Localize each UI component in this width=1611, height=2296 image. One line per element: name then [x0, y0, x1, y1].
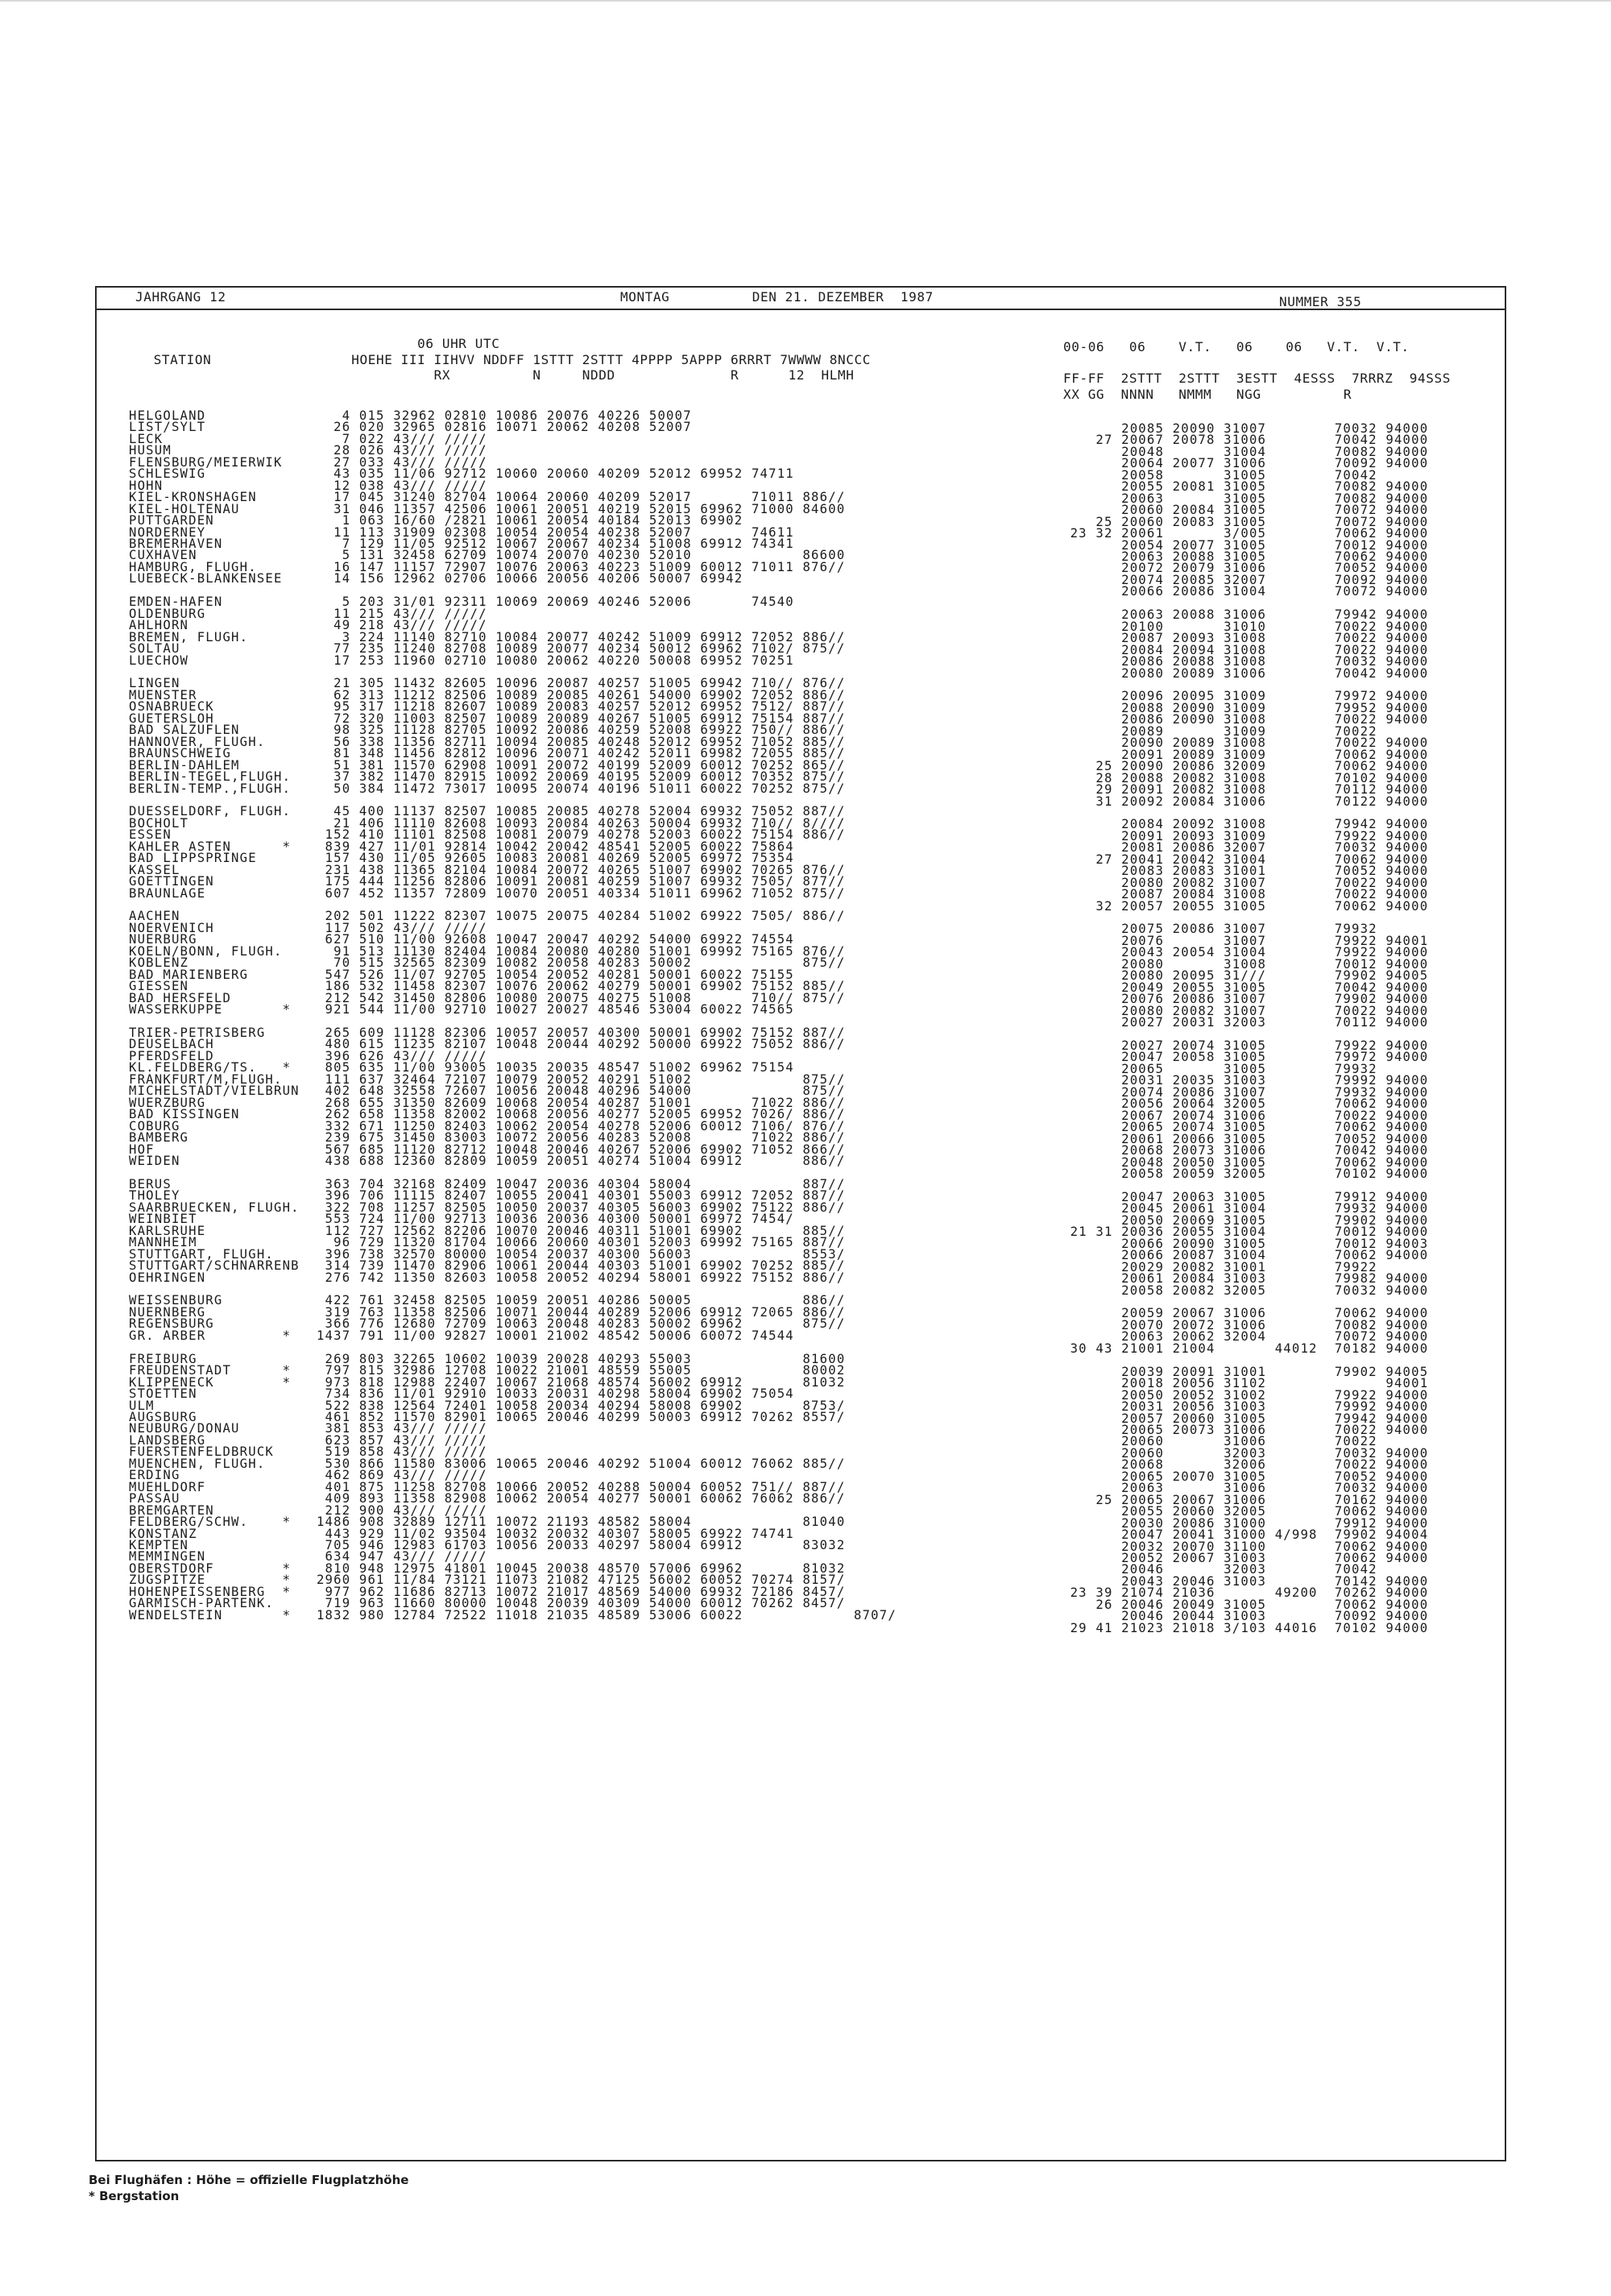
supplementary-observation-table: 20085 20090 31007 70032 94000 27 20067 20078 31006 70042 94000 20048 31004 70082 94000 20064 20077 31006 70092 94000 20058 31005 70042 20055 20081 31005 70082 94000 20063 31005 70082 94000 20060 20084 31005 70072 94000 25 20060 20083 31005 70072 94000 23 32 20061 3/005 70062 94000 20054 20077 31005 70012 94000 20063 20088 31005 70062 94000 20072 20079 31006 70052 94000 20074 20085 32007 70092 94000 20066 20086 31004 70072 94000 20063 20088 31006 79942 94000 20100 31010 70022 94000 20087 20093 31008 70022 94000 20084 20094 31008 70022 94000 20086 20088 31008 70032 94000 20080 20089 31006 70042 94000 20096 20095 31009 79972 94000 20088 20090 31009 79952 94000 20086 20090 31008 70022 94000 20089 31009 70022 20090 20089 31008 70022 94000 20091 20089 31009 70062 94000 25 20090 20086 32009 70062 94000 28 20088 20082 31008 70102 94000 29 20091 20082 31008 70112 94000 31 20092 20084 31006 70122 94000 20084 20092 31008 79942 94000 20091 20093 31009 79922 94000 20081 20086 32007 70032 94000 27 20041 20042 31004 70062 94000 20083 20083 31001 70052 94000 20080 20082 31007 70022 94000 20087 20084 31008 70022 94000 32 20057 20055 31005 70062 94000 20075 20086 31007 79932 20076 31007 79922 94001 20043 20054 31004 79922 94000 20080 31008 70012 94000 20080 20095 31/// 79902 94005 20049 20055 31005 70042 94000 20076 20086 31007 79902 94000 20080 20082 31007 70022 94000 20027 20031 32003 70112 94000 20027 20074 31005 79922 94000 20047 20058 31005 79972 94000 20065 31005 79932 20031 20035 31003 79992 94000 20074 20086 31007 79932 94000 20056 20064 32005 70062 94000 20067 20074 31006 70022 94000 20065 20074 31005 70062 94000 20061 20066 31005 70052 94000 20068 20073 31006 70042 94000 20048 20050 31005 70062 94000 20058 20059 32005 70102 94000 20047 20063 31005 79912 94000 20045 20061 31004 79932 94000 20050 20069 31005 79902 94000 21 31 20036 20055 31004 70012 94000 20066 20090 31005 70012 94003 20066 20087 31004 70062 94000 20029 20082 31001 79922 20061 20084 31003 79982 94000 20058 20082 32005 70032 94000 20059 20067 31006 70062 94000 20070 20072 31006 70082 94000 20063 20062 32004 70072 94000 30 43 21001 21004 44012 70182 94000 20039 20091 31001 79902 94005 20018 20056 31102 94001 20050 20052 31002 79922 94000 20031 20056 31003 79992 94000 20057 20060 31005 79942 94000 20065 20073 31006 70022 94000 20060 31006 70022 20060 32003 70032 94000 20068 32006 70022 94000 20065 20070 31005 70052 94000 20063 31006 70032 94000 25 20065 20067 31006 70162 94000 20055 20060 32005 70062 94000 20030 20086 31000 79912 94000 20047 20041 31000 4/998 79902 94004 20032 20070 31100 70062 94000 20052 20067 31003 70062 94000 20046 32003 70042 20043 20046 31003 70142 94000 23 39 21074 21036 49200 70262 94000 26 20046 20049 31005 70062 94000 20046 20044 31003 70092 94000 29 41 21023 21018 3/103 44016 70102 94000	[1070, 421, 1429, 1635]
footnote-airport-height: Bei Flughäfen : Höhe = offizielle Flugplatzhöhe	[89, 2173, 409, 2187]
station-observation-table: HELGOLAND 4 015 32962 02810 10086 20076 40226 50007 LIST/SYLT 26 020 32965 02816 10071 20062 40208 52007 LECK 7 022 43/// ///// HUSUM 28 026 43/// ///// FLENSBURG/MEIERWIK 27 033 43/// ///// SCHLESWIG 43 035 11/06 92712 10060 20060 40209 52012 69952 74711 HOHN 12 038 43/// ///// KIEL-KRONSHAGEN 17 045 31240 82704 10064 20060 40209 52017 71011 886// KIEL-HOLTENAU 31 046 11357 42506 10061 20051 40219 52015 69962 71000 84600 PUTTGARDEN 1 063 16/60 /2821 10061 20054 40184 52013 69902 NORDERNEY 11 113 31909 02308 10054 20054 40238 52007 74611 BREMERHAVEN 7 129 11/05 92512 10067 20067 40234 51008 69912 74341 CUXHAVEN 5 131 32458 62709 10074 20070 40230 52010 86600 HAMBURG, FLUGH. 16 147 11157 72907 10076 20063 40223 51009 60012 71011 876// LUEBECK-BLANKENSEE 14 156 12962 02706 10066 20056 40206 50007 69942 EMDEN-HAFEN 5 203 31/01 92311 10069 20069 40246 52006 74540 OLDENBURG 11 215 43/// ///// AHLHORN 49 218 43/// ///// BREMEN, FLUGH. 3 224 11140 82710 10084 20077 40242 51009 69912 72052 886// SOLTAU 77 235 11240 82708 10089 20077 40234 50012 69962 7102/ 875// LUECHOW 17 253 11960 02710 10080 20062 40220 50008 69952 70251 LINGEN 21 305 11432 82605 10096 20087 40257 51005 69942 710// 876// MUENSTER 62 313 11212 82506 10089 20085 40261 54000 69902 72052 886// OSNABRUECK 95 317 11218 82607 10089 20083 40257 52012 69952 7512/ 887// GUETERSLOH 72 320 11003 82507 10089 20089 40267 51005 69912 75154 887// BAD SALZUFLEN 98 325 11128 82705 10092 20086 40259 52008 69922 750// 886// HANNOVER, FLUGH. 56 338 11356 82711 10094 20085 40248 52012 69952 71052 885// BRAUNSCHWEIG 81 348 11456 82812 10096 20071 40242 52011 69982 72055 885// BERLIN-DAHLEM 51 381 11570 62908 10091 20072 40199 52009 60012 70252 865// BERLIN-TEGEL,FLUGH. 37 382 11470 82915 10092 20069 40195 52009 60012 70352 875// BERLIN-TEMP.,FLUGH. 50 384 11472 73017 10095 20074 40196 51011 60022 70252 875// DUESSELDORF, FLUGH. 45 400 11137 82507 10085 20085 40278 52004 69932 75052 887// BOCHOLT 21 406 11110 82608 10093 20084 40263 50004 69932 710// 8//// ESSEN 152 410 11101 82508 10081 20079 40278 52003 60022 75154 886// KAHLER ASTEN * 839 427 11/01 92814 10042 20042 48541 52005 60022 75864 BAD LIPPSPRINGE 157 430 11/05 92605 10083 20081 40269 52005 69972 75354 KASSEL 231 438 11365 82104 10084 20072 40265 51007 69902 70265 876// GOETTINGEN 175 444 11256 82806 10091 20081 40259 51007 69932 7505/ 877// BRAUNLAGE 607 452 11357 72809 10070 20051 40334 51011 69962 71052 875// AACHEN 202 501 11222 82307 10075 20075 40284 51002 69922 7505/ 886// NOERVENICH 117 502 43/// ///// NUERBURG 627 510 11/00 92608 10047 20047 40292 54000 69922 74554 KOELN/BONN, FLUGH. 91 513 11130 82404 10084 20080 40280 51001 69992 75165 876// KOBLENZ 70 515 32565 82309 10082 20058 40283 50002 875// BAD MARIENBERG 547 526 11/07 92705 10054 20052 40281 50001 60022 75155 GIESSEN 186 532 11458 82307 10076 20062 40279 50001 69902 75152 885// BAD HERSFELD 212 542 31450 82806 10080 20075 40275 51008 710// 875// WASSERKUPPE * 921 544 11/00 92710 10027 20027 48546 53004 60022 74565 TRIER-PETRISBERG 265 609 11128 82306 10057 20057 40300 50001 69902 75152 887// DEUSELBACH 480 615 11235 82107 10048 20044 40292 50000 69922 75052 886// PFERDSFELD 396 626 43/// ///// KL.FELDBERG/TS. * 805 635 11/00 93005 10035 20035 48547 51002 69962 75154 FRANKFURT/M,FLUGH. 111 637 32464 72107 10079 20052 40291 51002 875// MICHELSTADT/VIELBRUN 402 648 32558 72607 10056 20048 40296 54000 875// WUERZBURG 268 655 31350 82609 10068 20054 40287 51001 71022 886// BAD KISSINGEN 262 658 11358 82002 10068 20056 40277 52005 69952 7026/ 886// COBURG 332 671 11250 82403 10062 20054 40278 52006 60012 7106/ 876// BAMBERG 239 675 31450 83003 10072 20056 40283 52008 71022 886// HOF 567 685 11120 82712 10048 20046 40267 52006 69902 71052 866// WEIDEN 438 688 12360 82809 10059 20051 40274 51004 69912 886// BERUS 363 704 32168 82409 10047 20036 40304 58004 887// THOLEY 396 706 11115 82407 10055 20041 40301 55003 69912 72052 887// SAARBRUECKEN, FLUGH. 322 708 11257 82505 10050 20037 40305 56003 69902 75122 886// WEINBIET 553 724 11/00 92713 10036 20036 40300 50001 69972 7454/ KARLSRUHE 112 727 12562 82206 10070 20046 40311 51001 69902 885// MANNHEIM 96 729 11320 81704 10066 20060 40301 52003 69992 75165 887// STUTTGART, FLUGH. 396 738 32570 80000 10054 20037 40300 56003 8553/ STUTTGART/SCHNARRENB 314 739 11470 82906 10061 20044 40303 51001 69902 70252 885// OEHRINGEN 276 742 11350 82603 10058 20052 40294 58001 69922 75152 886// WEISSENBURG 422 761 32458 82505 10059 20051 40286 50005 886// NUERNBERG 319 763 11358 82506 10071 20044 40289 52006 69912 72065 886// REGENSBURG 366 776 12680 72709 10063 20048 40283 50002 69962 875// GR. ARBER * 1437 791 11/00 92827 10001 21002 48542 50006 60072 74544 FREIBURG 269 803 32265 10602 10039 20028 40293 55003 81600 FREUDENSTADT * 797 815 32986 12708 10022 21001 48559 55005 80002 KLIPPENECK * 973 818 12988 22407 10067 21068 48574 56002 69912 81032 STOETTEN 734 836 11/01 92910 10033 20031 40298 58004 69902 75054 ULM 522 838 12564 72401 10058 20034 40294 58008 69902 8753/ AUGSBURG 461 852 11570 82901 10065 20046 40299 50003 69912 70262 8557/ NEUBURG/DONAU 381 853 43/// ///// LANDSBERG 623 857 43/// ///// FUERSTENFELDBRUCK 519 858 43/// ///// MUENCHEN, FLUGH. 530 866 11580 83006 10065 20046 40292 51004 60012 76062 885// ERDING 462 869 43/// ///// MUEHLDORF 401 875 11258 82708 10066 20052 40288 50004 60052 751// 887// PASSAU 409 893 11358 82908 10062 20054 40277 50001 60062 76062 886// BREMGARTEN 212 900 43/// ///// FELDBERG/SCHW. * 1486 908 32889 12711 10072 21193 48582 58004 81040 KONSTANZ 443 929 11/02 93504 10032 20032 40307 58005 69922 74741 KEMPTEN 705 946 12983 61703 10056 20033 40297 58004 69912 83032 MEMMINGEN 634 947 43/// ///// OBERSTDORF * 810 948 12975 41801 10045 20038 48570 57006 69962 81032 ZUGSPITZE * 2960 961 11/84 73121 11073 21082 47125 56002 60052 70274 8157/ HOHENPEISSENBERG * 977 962 11686 82713 10072 21017 48569 54000 69932 72186 8457/ GARMISCH-PARTENK. 719 963 11660 80000 10048 20039 40309 54000 60012 70262 8457/ WENDELSTEIN * 1832 980 12784 72522 11018 21035 48589 53006 60022 8707/	[129, 408, 897, 1623]
issue-number: NUMMER 355	[1279, 294, 1362, 309]
left-column-headers: 06 UHR UTC STATION HOEHE III IIHVV NDDFF 1STTT 2STTT 4PPPP 5APPP 6RRRT 7WWWW 8NCCC RX N NDDD R 12 HLMH	[153, 336, 871, 383]
right-column-headers: 00-06 06 V.T. 06 06 V.T. V.T. FF-FF 2STTT 2STTT 3ESTT 4ESSS 7RRRZ 94SSS XX GG NNNN NMMM NGG R	[1063, 339, 1451, 402]
bulletin-sheet	[95, 286, 1506, 2161]
footnote-mountain-station: * Bergstation	[89, 2189, 180, 2203]
date-label: MONTAG DEN 21. DEZEMBER 1987	[620, 289, 934, 305]
volume-label: JAHRGANG 12	[135, 289, 226, 305]
scan-edge-line	[0, 0, 1611, 2]
